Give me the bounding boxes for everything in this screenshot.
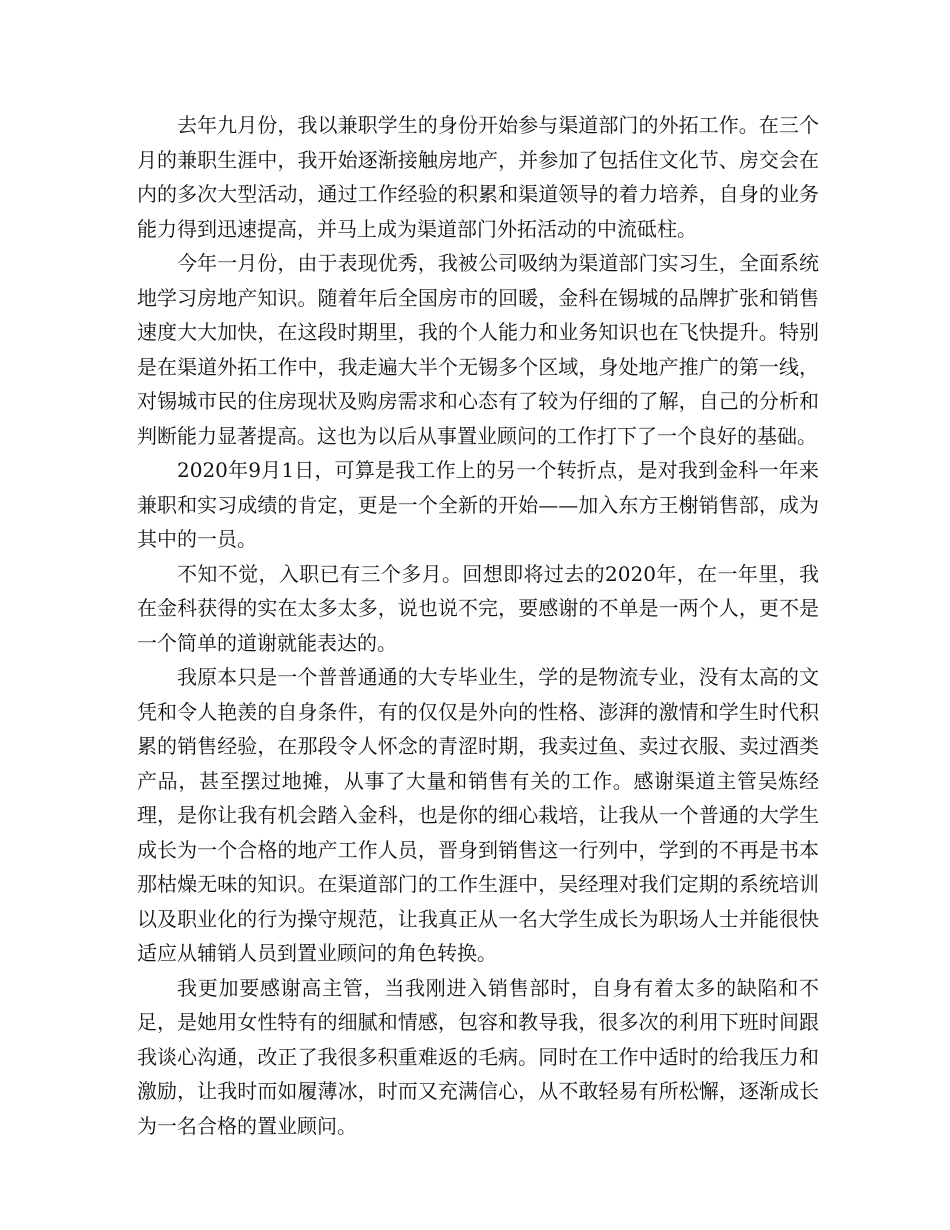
paragraph-1: 去年九月份，我以兼职学生的身份开始参与渠道部门的外拓工作。在三个月的兼职生涯中，我开始逐渐接触房地产，并参加了包括住文化节、房交会在内的多次大型活动，通过工作经验的积累和渠道领导的着力培养，自身的业务能力得到迅速提高，并马上成为渠道部门外拓活动的中流砥柱。 [137, 113, 819, 241]
document-body [137, 108, 819, 1143]
paragraph-3: 2020年9月1日，可算是我工作上的另一个转折点，是对我到金科一年来兼职和实习成绩的肯定，更是一个全新的开始——加入东方王榭销售部，成为其中的一员。 [137, 458, 819, 551]
paragraph-5: 我原本只是一个普普通通的大专毕业生，学的是物流专业，没有太高的文凭和令人艳羡的自身条件，有的仅仅是外向的性格、澎湃的激情和学生时代积累的销售经验，在那段令人怀念的青涩时期，我卖过鱼、卖过衣服、卖过酒类产品，甚至摆过地摊，从事了大量和销售有关的工作。感谢渠道主管吴炼经理，是你让我有机会踏入金科，也是你的细心栽培，让我从一个普通的大学生成长为一个合格的地产工作人员，晋身到销售这一行列中，学到的不再是书本那枯燥无味的知识。在渠道部门的工作生涯中，吴经理对我们定期的系统培训以及职业化的行为操守规范，让我真正从一名大学生成长为职场人士并能很快适应从辅销人员到置业顾问的角色转换。 [137, 665, 819, 965]
paragraph-4: 不知不觉，入职已有三个多月。回想即将过去的2020年，在一年里，我在金科获得的实在太多太多，说也说不完，要感谢的不单是一两个人，更不是一个简单的道谢就能表达的。 [137, 561, 819, 655]
paragraph-6: 我更加要感谢高主管，当我刚进入销售部时，自身有着太多的缺陷和不足，是她用女性特有的细腻和情感，包容和教导我，很多次的利用下班时间跟我谈心沟通，改正了我很多积重难返的毛病。同时在工作中适时的给我压力和激励，让我时而如履薄冰，时而又充满信心，从不敢轻易有所松懈，逐渐成长为一名合格的置业顾问。 [137, 975, 819, 1138]
paragraph-2: 今年一月份，由于表现优秀，我被公司吸纳为渠道部门实习生，全面系统地学习房地产知识。随着年后全国房市的回暖，金科在锡城的品牌扩张和销售速度大大加快，在这段时期里，我的个人能力和业务知识也在飞快提升。特别是在渠道外拓工作中，我走遍大半个无锡多个区域，身处地产推广的第一线，对锡城市民的住房现状及购房需求和心态有了较为仔细的了解，自己的分析和判断能力显著提高。这也为以后从事置业顾问的工作打下了一个良好的基础。 [137, 251, 819, 448]
